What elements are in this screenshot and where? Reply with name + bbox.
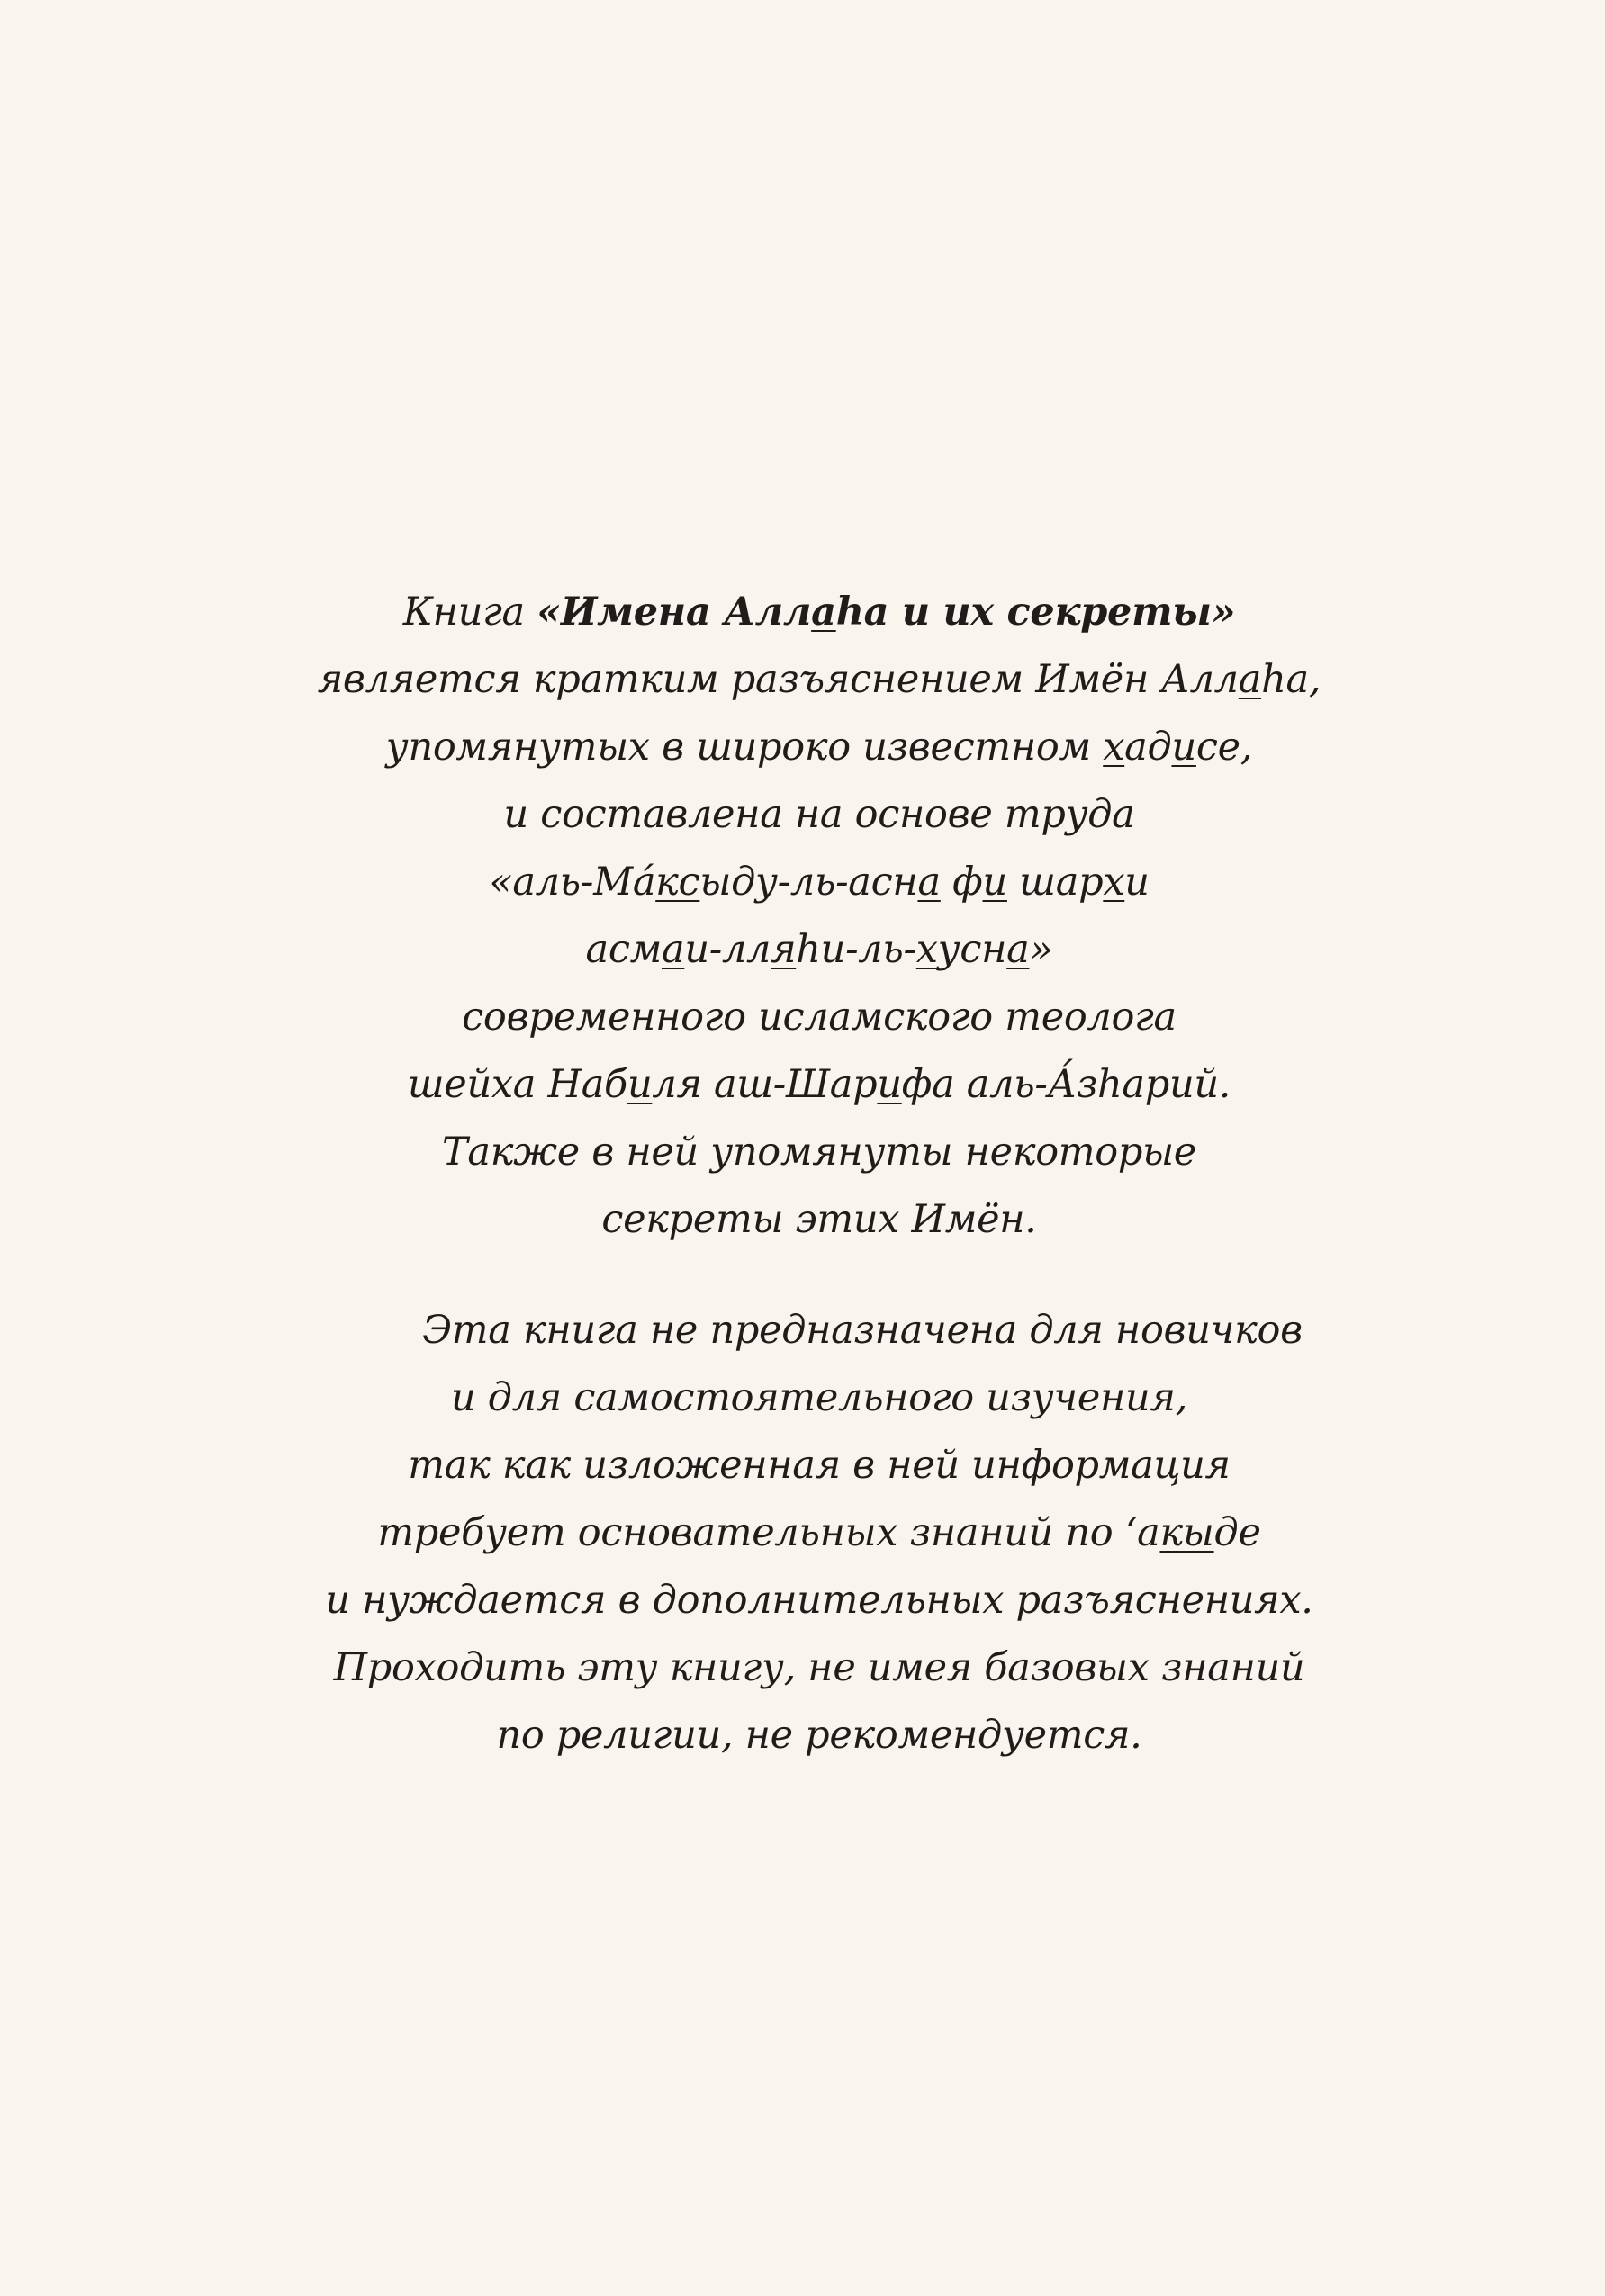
text-line: и нуждается в дополнительных разъяснениях. bbox=[325, 1578, 1313, 1623]
underlined-letter: и bbox=[627, 1062, 653, 1107]
text-line: по религии, не рекомендуется. bbox=[496, 1713, 1142, 1758]
text-span: шар bbox=[1006, 860, 1104, 905]
text-line bbox=[270, 849, 1368, 916]
underlined-letter: и bbox=[1171, 725, 1196, 770]
text-line bbox=[270, 579, 1368, 646]
text-span: ф bbox=[940, 860, 983, 905]
text-line bbox=[270, 714, 1368, 781]
text-span: и bbox=[1124, 860, 1150, 905]
text-line: и составлена на основе труда bbox=[503, 792, 1135, 837]
text-span: ha и их секреты» bbox=[835, 590, 1236, 635]
underlined-letter: х bbox=[1103, 860, 1125, 905]
text-span: упомянутых в широко известном bbox=[385, 725, 1104, 770]
underlined-letter: и bbox=[982, 860, 1007, 905]
book-warning-paragraph bbox=[270, 1297, 1368, 1769]
text-span: асм bbox=[585, 927, 662, 972]
text-line: современного исламского теолога bbox=[462, 995, 1177, 1040]
underlined-letter: а bbox=[1238, 657, 1262, 702]
text-span: ля аш-Шар bbox=[652, 1062, 878, 1107]
text-span: усн bbox=[937, 927, 1007, 972]
text-line: секреты этих Имён. bbox=[601, 1197, 1037, 1242]
text-span: hи-ль- bbox=[796, 927, 916, 972]
underlined-letter: х bbox=[1103, 725, 1125, 770]
underlined-letter: а bbox=[1006, 927, 1030, 972]
text-line: и для самостоятельного изучения, bbox=[451, 1375, 1187, 1420]
text-span: требует основательных знаний по ‘а bbox=[377, 1510, 1160, 1555]
text-span: ад bbox=[1124, 725, 1172, 770]
underlined-letter: кы bbox=[1159, 1510, 1214, 1555]
text-span: ыду-ль-асн bbox=[699, 860, 918, 905]
text-span: Книга bbox=[402, 590, 537, 635]
text-line: так как изложенная в ней информация bbox=[408, 1443, 1231, 1488]
text-line bbox=[270, 916, 1368, 984]
underlined-letter: а bbox=[661, 927, 685, 972]
text-span: фа аль-А́зhарий. bbox=[901, 1062, 1231, 1107]
text-line bbox=[270, 646, 1368, 714]
text-span: се, bbox=[1195, 725, 1253, 770]
text-line: Также в ней упомянуты некоторые bbox=[442, 1130, 1196, 1175]
underlined-letter: и bbox=[877, 1062, 902, 1107]
text-span: ha, bbox=[1261, 657, 1321, 702]
text-span: «аль-Ма́ bbox=[489, 860, 656, 905]
text-span: является кратким разъяснением Имён Алл bbox=[317, 657, 1239, 702]
book-description-paragraph bbox=[270, 579, 1368, 1254]
text-line: Эта книга не предназначена для новичков bbox=[422, 1308, 1303, 1353]
underlined-letter: кс bbox=[655, 860, 700, 905]
text-span: шейха Наб bbox=[407, 1062, 627, 1107]
text-line: Проходить эту книгу, не имея базовых знаний bbox=[333, 1645, 1305, 1690]
text-line bbox=[270, 1051, 1368, 1119]
underlined-letter: я bbox=[771, 927, 797, 972]
text-span: и-лл bbox=[684, 927, 771, 972]
text-span: » bbox=[1029, 927, 1053, 972]
text-line bbox=[270, 1499, 1368, 1567]
underlined-letter: а bbox=[811, 590, 836, 635]
text-span: «Имена Алл bbox=[537, 590, 812, 635]
underlined-letter: а bbox=[917, 860, 941, 905]
underlined-letter: х bbox=[915, 927, 938, 972]
text-span: де bbox=[1213, 1510, 1261, 1555]
book-title bbox=[537, 590, 1235, 635]
